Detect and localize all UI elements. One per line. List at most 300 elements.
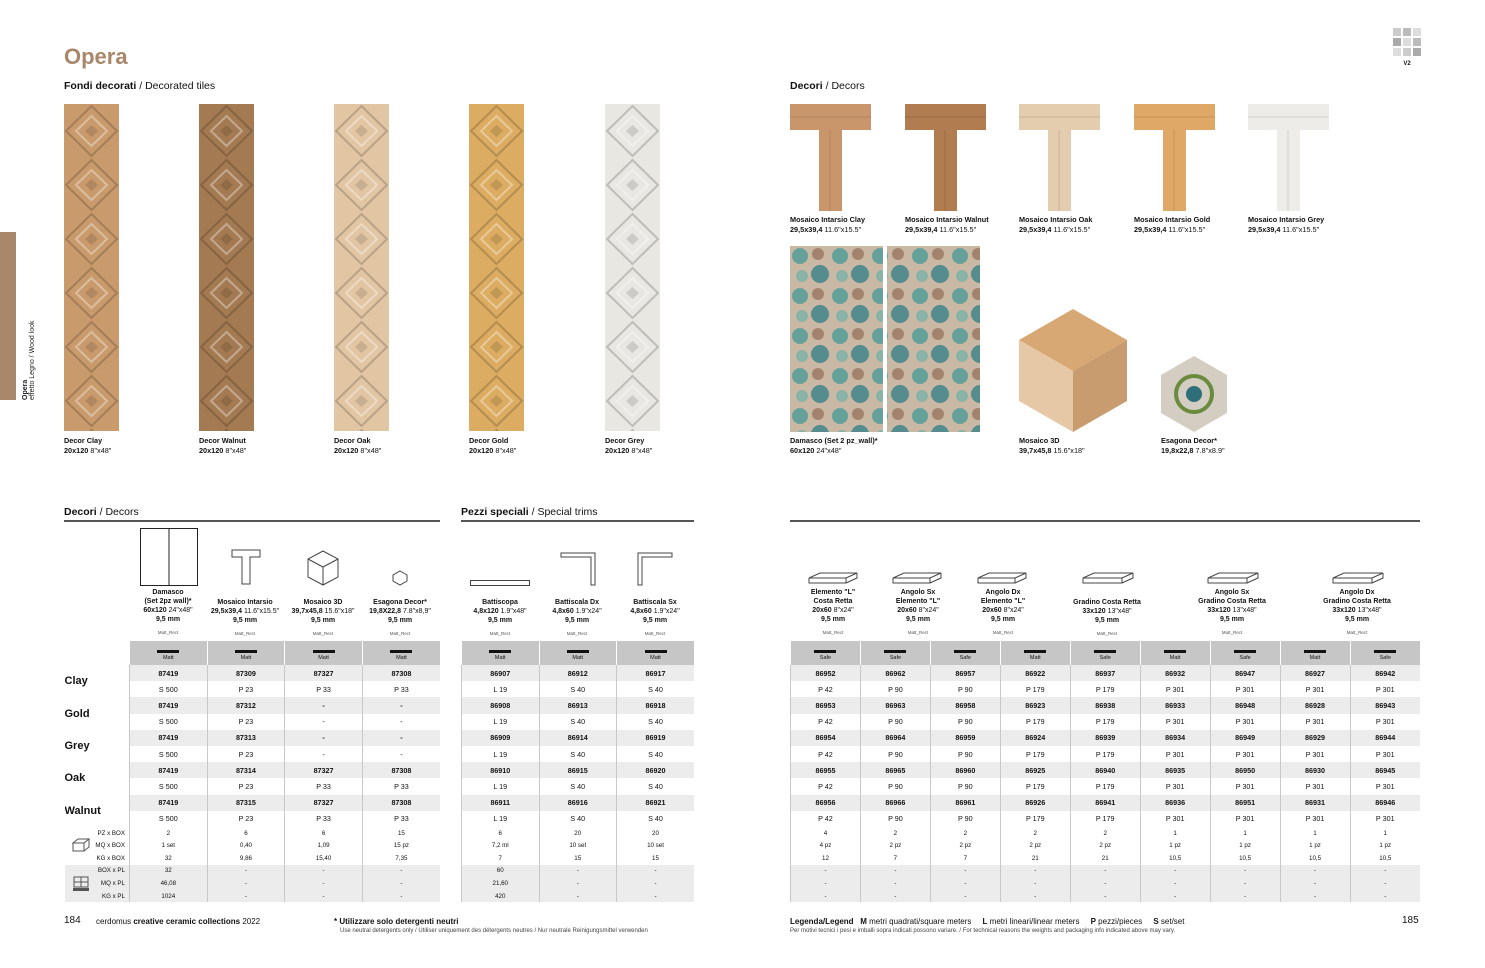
packing-value: 21 xyxy=(1070,852,1140,865)
pack-unit: P 42 xyxy=(791,681,861,697)
packing-label: PZ x BOX xyxy=(65,827,130,840)
product-code: 86911 xyxy=(462,795,540,811)
packing-value: 9,86 xyxy=(207,852,285,865)
packing-value: - xyxy=(1000,890,1070,903)
pack-unit: P 301 xyxy=(1210,778,1280,794)
product-code: 86921 xyxy=(617,795,695,811)
packing-value: 7,2 ml xyxy=(462,839,540,852)
product-code: 87419 xyxy=(130,795,208,811)
packing-value: 1 xyxy=(1280,827,1350,840)
pack-unit: S 40 xyxy=(617,714,695,730)
packing-value: 1 xyxy=(1210,827,1280,840)
mosaic-intarsio-caption: Mosaico Intarsio Grey 29,5x39,4 11.6"x15.5" xyxy=(1248,215,1325,234)
table-row xyxy=(65,697,441,713)
section-title-decorated-tiles: Fondi decorati / Decorated tiles xyxy=(64,80,216,92)
product-code: 86965 xyxy=(860,762,930,778)
packing-value: - xyxy=(539,877,617,890)
pack-unit: P 301 xyxy=(1350,811,1420,827)
packing-value: 1 xyxy=(1350,827,1420,840)
mosaico-3d-image xyxy=(1019,309,1127,432)
packing-label: MQ x BOX xyxy=(65,839,130,852)
packing-value: 15 xyxy=(362,827,440,840)
table-title-special-trims: Pezzi speciali / Special trims xyxy=(461,506,598,518)
finish-header: Matt xyxy=(207,641,285,665)
packing-value: - xyxy=(285,890,363,903)
product-code: - xyxy=(362,730,440,746)
pack-unit: P 33 xyxy=(362,681,440,697)
table-row xyxy=(65,795,441,811)
product-code: 86956 xyxy=(791,795,861,811)
finish-bar-icon xyxy=(1024,650,1046,653)
packing-row xyxy=(462,877,695,890)
finish-bar-icon xyxy=(313,650,335,653)
product-code: 86914 xyxy=(539,730,617,746)
product-code: 86915 xyxy=(539,762,617,778)
column-header: Mosaico 3D 39,7x45,8 15.6"x18" 9,5 mm Matt_Rect xyxy=(291,599,355,636)
product-code: - xyxy=(362,697,440,713)
packing-value: - xyxy=(930,877,1000,890)
mosaic-intarsio-caption: Mosaico Intarsio Clay 29,5x39,4 11.6"x15.5" xyxy=(790,215,866,234)
decor-tile-caption: Decor Clay 20x120 8"x48" xyxy=(64,436,112,455)
pack-unit: - xyxy=(285,714,363,730)
packing-value: 6 xyxy=(207,827,285,840)
product-code: 86926 xyxy=(1000,795,1070,811)
packing-value: 1 pz xyxy=(1210,839,1280,852)
packing-value: 15,40 xyxy=(285,852,363,865)
column-header: Angolo Sx Gradino Costa Retta 33x120 13"x48" 9,5 mm Matt_Rect xyxy=(1198,589,1266,635)
product-code: 86960 xyxy=(930,762,1000,778)
page-title: Opera xyxy=(64,44,128,69)
product-code: - xyxy=(285,730,363,746)
packing-row xyxy=(65,865,441,878)
product-code: 86925 xyxy=(1000,762,1070,778)
pack-unit: P 42 xyxy=(791,778,861,794)
product-code: 86909 xyxy=(462,730,540,746)
pack-unit: P 301 xyxy=(1350,681,1420,697)
detergent-note: * Utilizzare solo detergenti neutri xyxy=(334,917,459,926)
product-code: 86963 xyxy=(860,697,930,713)
packing-value: 7,35 xyxy=(362,852,440,865)
mosaic-intarsio-image xyxy=(1134,104,1215,211)
finish-header: Safe xyxy=(860,641,930,665)
pack-unit: P 179 xyxy=(1000,746,1070,762)
product-code: 87419 xyxy=(130,665,208,681)
product-code: 86919 xyxy=(617,730,695,746)
pack-unit: P 90 xyxy=(930,681,1000,697)
packing-value: 10,5 xyxy=(1280,852,1350,865)
table-row xyxy=(462,714,695,730)
packing-row xyxy=(791,839,1421,852)
pack-unit: S 500 xyxy=(130,714,208,730)
finish-bar-icon xyxy=(1304,650,1326,653)
product-code: 86935 xyxy=(1140,762,1210,778)
product-code: 86936 xyxy=(1140,795,1210,811)
packing-value: 10,5 xyxy=(1210,852,1280,865)
pack-unit: P 301 xyxy=(1280,746,1350,762)
product-code: 87327 xyxy=(285,762,363,778)
finish-header: Matt xyxy=(1000,641,1070,665)
table-row xyxy=(462,681,695,697)
pack-unit: L 19 xyxy=(462,681,540,697)
packing-value: 2 xyxy=(130,827,208,840)
product-code: 86955 xyxy=(791,762,861,778)
packing-value: - xyxy=(1140,890,1210,903)
pack-unit: P 42 xyxy=(791,746,861,762)
page-number-left: 184 xyxy=(64,915,81,926)
page-number-right: 185 xyxy=(1402,915,1419,926)
table-row xyxy=(791,665,1421,681)
side-tab xyxy=(0,232,16,400)
product-code: 86912 xyxy=(539,665,617,681)
packing-value: - xyxy=(1070,890,1140,903)
product-code: 86943 xyxy=(1350,697,1420,713)
packing-row xyxy=(462,827,695,840)
packing-value: 6 xyxy=(462,827,540,840)
divider xyxy=(64,520,440,522)
packing-value: 1,09 xyxy=(285,839,363,852)
pack-unit: - xyxy=(362,714,440,730)
product-code: 86940 xyxy=(1070,762,1140,778)
product-code: 86945 xyxy=(1350,762,1420,778)
finish-bar-icon xyxy=(1094,650,1116,653)
pack-unit: P 42 xyxy=(791,714,861,730)
packing-value: 20 xyxy=(617,827,695,840)
table-row xyxy=(791,714,1421,730)
finish-bar-icon xyxy=(1164,650,1186,653)
grid-logo-icon xyxy=(1393,28,1421,56)
product-code: 86959 xyxy=(930,730,1000,746)
packing-value: 32 xyxy=(130,852,208,865)
finish-header: Matt xyxy=(1280,641,1350,665)
packing-label: MQ x PL xyxy=(65,877,130,890)
pack-unit: P 301 xyxy=(1280,681,1350,697)
packing-value: 60 xyxy=(462,865,540,878)
packing-value: - xyxy=(207,890,285,903)
finish-bar-icon xyxy=(814,650,836,653)
finish-header: Matt xyxy=(362,641,440,665)
finish-header: Safe xyxy=(1210,641,1280,665)
pack-unit: S 40 xyxy=(539,811,617,827)
product-code: 87308 xyxy=(362,795,440,811)
product-code: 87419 xyxy=(130,730,208,746)
pack-unit: L 19 xyxy=(462,778,540,794)
esagona-image xyxy=(1161,356,1227,432)
packing-value: - xyxy=(1210,877,1280,890)
packing-row xyxy=(462,865,695,878)
pack-unit: P 301 xyxy=(1280,778,1350,794)
column-header: Battiscala Dx 4,8x60 1.9"x24" 9,5 mm Matt_Rect xyxy=(552,599,602,636)
packing-value: - xyxy=(930,890,1000,903)
pack-unit: P 23 xyxy=(207,714,285,730)
pack-unit: S 40 xyxy=(539,778,617,794)
pack-unit: P 90 xyxy=(930,811,1000,827)
packing-value: - xyxy=(1070,877,1140,890)
table-row xyxy=(462,762,695,778)
pack-unit: P 90 xyxy=(860,681,930,697)
product-code: 86961 xyxy=(930,795,1000,811)
packing-value: 2 xyxy=(1070,827,1140,840)
table-row xyxy=(791,795,1421,811)
product-code: 86944 xyxy=(1350,730,1420,746)
pack-unit: P 90 xyxy=(860,778,930,794)
pack-unit: P 33 xyxy=(285,681,363,697)
packing-value: - xyxy=(285,865,363,878)
packing-value: - xyxy=(1210,890,1280,903)
finish-name: Grey xyxy=(65,730,130,762)
packing-value: 2 pz xyxy=(860,839,930,852)
decor-tile-caption: Decor Grey 20x120 8"x48" xyxy=(605,436,653,455)
angolo-dx-elemento-shape-icon xyxy=(977,572,1027,584)
column-header: Gradino Costa Retta 33x120 13"x48" 9,5 mm Matt_Rect xyxy=(1073,599,1141,636)
product-code: 86934 xyxy=(1140,730,1210,746)
steps-table xyxy=(790,641,1420,902)
pack-unit: P 301 xyxy=(1210,681,1280,697)
finish-name: Walnut xyxy=(65,795,130,827)
pack-unit: P 42 xyxy=(791,811,861,827)
pack-unit: P 301 xyxy=(1350,746,1420,762)
product-code: 87419 xyxy=(130,762,208,778)
packing-value: 7 xyxy=(462,852,540,865)
mosaic-intarsio-image xyxy=(905,104,986,211)
column-header: Battiscopa 4,8x120 1.9"x48" 9,5 mm Matt_Rect xyxy=(473,599,527,636)
product-code: 86952 xyxy=(791,665,861,681)
product-code: 87313 xyxy=(207,730,285,746)
packing-value: 1 pz xyxy=(1140,839,1210,852)
packing-value: - xyxy=(539,890,617,903)
product-code: 86949 xyxy=(1210,730,1280,746)
packing-row xyxy=(791,827,1421,840)
table-title-decors: Decori / Decors xyxy=(64,506,139,518)
pack-unit: S 40 xyxy=(539,714,617,730)
pack-unit: P 179 xyxy=(1000,714,1070,730)
pack-unit: P 301 xyxy=(1280,714,1350,730)
legend-note: Per motivi tecnici i pesi e imballi sopra indicati possono variare. / For technical reasons the weights and packaging info indicated above may vary. xyxy=(790,928,1176,934)
decor-tile-image xyxy=(469,104,524,431)
packing-value: - xyxy=(1350,865,1420,878)
product-code: 86946 xyxy=(1350,795,1420,811)
packing-value: 10 set xyxy=(617,839,695,852)
battiscala-dx-shape-icon xyxy=(560,552,596,586)
finish-bar-icon xyxy=(390,650,412,653)
pack-unit: P 179 xyxy=(1070,811,1140,827)
pack-unit: L 19 xyxy=(462,811,540,827)
packing-value: - xyxy=(207,865,285,878)
column-header: Angolo Dx Gradino Costa Retta 33x120 13"x48" 9,5 mm Matt_Rect xyxy=(1323,589,1391,635)
pack-unit: P 90 xyxy=(860,714,930,730)
finish-header: Matt xyxy=(285,641,363,665)
packing-row xyxy=(65,839,441,852)
side-label: Opera effetto Legno / Wood look xyxy=(22,320,36,400)
pack-unit: S 40 xyxy=(539,681,617,697)
packing-value: - xyxy=(791,877,861,890)
table-row xyxy=(462,811,695,827)
packing-value: - xyxy=(617,877,695,890)
product-code: 86937 xyxy=(1070,665,1140,681)
packing-value: - xyxy=(1210,865,1280,878)
packing-value: 1024 xyxy=(130,890,208,903)
logo-label: V2 xyxy=(1403,61,1411,67)
packing-row xyxy=(65,827,441,840)
pack-unit: P 23 xyxy=(207,746,285,762)
pack-unit: P 179 xyxy=(1000,778,1070,794)
packing-value: 20 xyxy=(539,827,617,840)
decor-tile-image xyxy=(334,104,389,431)
finish-bar-icon xyxy=(1234,650,1256,653)
pack-unit: P 33 xyxy=(285,811,363,827)
product-code: 86922 xyxy=(1000,665,1070,681)
column-header: Angolo Sx Elemento "L" 20x60 8"x24" 9,5 mm Matt_Rect xyxy=(895,589,941,635)
product-code: 87308 xyxy=(362,665,440,681)
finish-name: Oak xyxy=(65,762,130,794)
pack-unit: P 23 xyxy=(207,778,285,794)
pallet-icon xyxy=(72,876,90,892)
brand-line: cerdomus creative ceramic collections 2022 xyxy=(96,917,261,926)
mosaic-intarsio-image xyxy=(790,104,871,211)
pack-unit: P 301 xyxy=(1140,714,1210,730)
legend: Legenda/Legend M metri quadrati/square meters L metri lineari/linear meters P pezzi/pieces S set/set xyxy=(790,917,1185,926)
pack-unit: P 301 xyxy=(1350,778,1420,794)
finish-bar-icon xyxy=(157,650,179,653)
pack-unit: P 301 xyxy=(1210,746,1280,762)
product-code: 86962 xyxy=(860,665,930,681)
pack-unit: L 19 xyxy=(462,714,540,730)
packing-value: 2 xyxy=(860,827,930,840)
packing-value: 15 pz xyxy=(362,839,440,852)
packing-value: 1 pz xyxy=(1280,839,1350,852)
packing-value: 10,5 xyxy=(1350,852,1420,865)
packing-value: 21,60 xyxy=(462,877,540,890)
packing-value: - xyxy=(1280,865,1350,878)
packing-value: 10,5 xyxy=(1140,852,1210,865)
product-code: 86930 xyxy=(1280,762,1350,778)
table-row xyxy=(791,681,1421,697)
packing-value: 46,08 xyxy=(130,877,208,890)
product-code: 87315 xyxy=(207,795,285,811)
pack-unit: P 301 xyxy=(1210,714,1280,730)
packing-row xyxy=(65,890,441,903)
product-code: 87327 xyxy=(285,665,363,681)
product-code: 86964 xyxy=(860,730,930,746)
pack-unit: S 40 xyxy=(539,746,617,762)
divider xyxy=(461,520,694,522)
product-code: 86910 xyxy=(462,762,540,778)
product-code: 86939 xyxy=(1070,730,1140,746)
finish-header: Safe xyxy=(930,641,1000,665)
product-code: 86953 xyxy=(791,697,861,713)
packing-value: 2 pz xyxy=(930,839,1000,852)
product-code: 86928 xyxy=(1280,697,1350,713)
mosaic-intarsio-caption: Mosaico Intarsio Walnut 29,5x39,4 11.6"x15.5" xyxy=(905,215,989,234)
finish-bar-icon xyxy=(645,650,667,653)
packing-label: KG x BOX xyxy=(65,852,130,865)
packing-value: 21 xyxy=(1000,852,1070,865)
packing-row xyxy=(462,852,695,865)
finish-bar-icon xyxy=(1374,650,1396,653)
detergent-note-translation: Use neutral detergents only / Utiliser uniquement des détergents neutres / Nur neutrale Reinigungsmittel verwenden xyxy=(340,928,648,934)
table-row xyxy=(462,697,695,713)
product-code: 86927 xyxy=(1280,665,1350,681)
mosaic-intarsio-caption: Mosaico Intarsio Gold 29,5x39,4 11.6"x15.5" xyxy=(1134,215,1211,234)
column-header: Elemento "L" Costa Retta 20x60 8"x24" 9,5 mm Matt_Rect xyxy=(810,589,856,635)
pack-unit: P 179 xyxy=(1070,681,1140,697)
mosaico-3d-shape-icon xyxy=(307,550,339,586)
pack-unit: S 500 xyxy=(130,746,208,762)
brand-logo xyxy=(1393,28,1421,67)
packing-value: - xyxy=(1000,877,1070,890)
finish-header: Safe xyxy=(1070,641,1140,665)
decor-tile-image xyxy=(605,104,660,431)
packing-value: - xyxy=(930,865,1000,878)
pack-unit: P 301 xyxy=(1140,681,1210,697)
mosaic-intarsio-caption: Mosaico Intarsio Oak 29,5x39,4 11.6"x15.5" xyxy=(1019,215,1093,234)
damasco-shape-icon xyxy=(140,528,198,586)
packing-value: 2 xyxy=(1000,827,1070,840)
pack-unit: S 40 xyxy=(617,778,695,794)
divider xyxy=(790,520,1420,522)
finish-header: Safe xyxy=(1350,641,1420,665)
pack-unit: S 40 xyxy=(617,681,695,697)
packing-value: - xyxy=(1140,865,1210,878)
table-row xyxy=(65,730,441,746)
box-icon xyxy=(72,838,90,852)
table-row xyxy=(65,665,441,681)
packing-value: 12 xyxy=(791,852,861,865)
table-row xyxy=(791,762,1421,778)
packing-value: 32 xyxy=(130,865,208,878)
finish-bar-icon xyxy=(567,650,589,653)
product-code: 86924 xyxy=(1000,730,1070,746)
product-code: 86907 xyxy=(462,665,540,681)
packing-value: - xyxy=(1350,877,1420,890)
packing-value: - xyxy=(285,877,363,890)
packing-value: 0,40 xyxy=(207,839,285,852)
pack-unit: P 179 xyxy=(1000,811,1070,827)
pack-unit: - xyxy=(285,746,363,762)
table-row xyxy=(791,746,1421,762)
table-row xyxy=(791,778,1421,794)
gradino-shape-icon xyxy=(1082,572,1134,584)
decor-tile-image xyxy=(64,104,119,431)
decor-tile-caption: Decor Oak 20x120 8"x48" xyxy=(334,436,382,455)
product-code: 86947 xyxy=(1210,665,1280,681)
finish-bar-icon xyxy=(954,650,976,653)
packing-value: 15 xyxy=(617,852,695,865)
packing-row xyxy=(65,877,441,890)
product-code: 86920 xyxy=(617,762,695,778)
packing-value: 1 pz xyxy=(1350,839,1420,852)
packing-value: 1 set xyxy=(130,839,208,852)
pack-unit: S 500 xyxy=(130,778,208,794)
packing-row xyxy=(462,890,695,903)
pack-unit: S 500 xyxy=(130,681,208,697)
packing-value: - xyxy=(860,890,930,903)
decor-tile-caption: Decor Walnut 20x120 8"x48" xyxy=(199,436,247,455)
pack-unit: S 40 xyxy=(617,746,695,762)
pack-unit: P 301 xyxy=(1210,811,1280,827)
packing-value: 4 xyxy=(791,827,861,840)
product-code: 87314 xyxy=(207,762,285,778)
table-row xyxy=(462,665,695,681)
packing-value: - xyxy=(207,877,285,890)
product-code: 86923 xyxy=(1000,697,1070,713)
esagona-shape-icon xyxy=(392,570,408,586)
pack-unit: P 33 xyxy=(362,778,440,794)
battiscala-sx-shape-icon xyxy=(637,552,673,586)
pack-unit: P 90 xyxy=(930,746,1000,762)
product-code: 86966 xyxy=(860,795,930,811)
angolo-dx-gradino-shape-icon xyxy=(1332,572,1384,584)
packing-value: 7 xyxy=(930,852,1000,865)
